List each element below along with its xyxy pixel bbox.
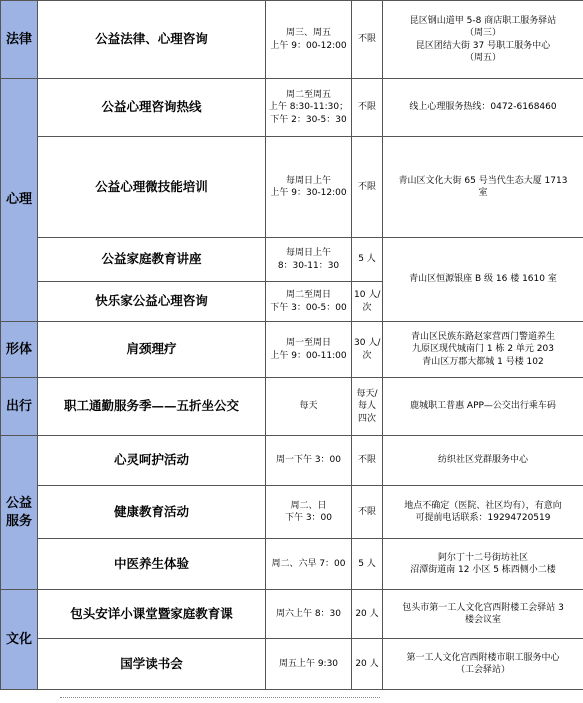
location-line: 阿尔丁十二号街坊社区 bbox=[385, 552, 581, 564]
quota-cell bbox=[352, 1, 383, 79]
location-line: 青山区恒源银座 B 级 16 楼 1610 室 bbox=[385, 273, 581, 285]
quota-line: 四次 bbox=[354, 413, 380, 425]
location-cell bbox=[383, 436, 583, 486]
location-cell bbox=[383, 486, 583, 539]
category-cell: 形体 bbox=[1, 322, 38, 378]
time-line: 周五上午 9:30 bbox=[268, 658, 349, 670]
time-cell bbox=[266, 79, 352, 137]
location-line: 九原区现代城南门 1 栋 2 单元 203 bbox=[385, 343, 581, 355]
activity-name: 公益心理微技能培训 bbox=[38, 137, 266, 238]
location-line: 沼潭街道南 12 小区 5 栋西侧小二楼 bbox=[385, 564, 581, 576]
time-line: 每周日上午 bbox=[268, 247, 349, 259]
location-line: 地点不确定（医院、社区均有），有意向 bbox=[385, 500, 581, 512]
location-cell bbox=[383, 539, 583, 590]
location-line: 青山区万郡大都城 1 号楼 102 bbox=[385, 356, 581, 368]
location-cell bbox=[383, 137, 583, 238]
quota-line: 每人 bbox=[354, 400, 380, 412]
location-line: （周五） bbox=[385, 52, 581, 64]
table-row bbox=[1, 79, 583, 137]
location-cell bbox=[383, 590, 583, 639]
location-line: 鹿城职工普惠 APP—公交出行乘车码 bbox=[385, 400, 581, 412]
time-line: 周六上午 8：30 bbox=[268, 608, 349, 620]
location-line: 第一工人文化宫西附楼市职工服务中心 bbox=[385, 652, 581, 664]
time-line: 上午 8:30-11:30； bbox=[268, 101, 349, 113]
category-cell: 出行 bbox=[1, 378, 38, 436]
table-row bbox=[1, 539, 583, 590]
activity-name: 包头安详小课堂暨家庭教育课 bbox=[38, 590, 266, 639]
page-bottom-edge bbox=[60, 697, 380, 703]
time-line: 下午 3：00 bbox=[268, 512, 349, 524]
time-cell bbox=[266, 590, 352, 639]
location-line: （工会驿站） bbox=[385, 664, 581, 676]
table-row bbox=[1, 238, 583, 282]
quota-line: 次 bbox=[354, 350, 380, 362]
location-line: 青山区民族东路赵家营西门警道养生 bbox=[385, 331, 581, 343]
quota-cell bbox=[352, 539, 383, 590]
table-row bbox=[1, 137, 583, 238]
time-cell bbox=[266, 322, 352, 378]
quota-line: 不限 bbox=[354, 506, 380, 518]
quota-line: 20 人 bbox=[354, 608, 380, 620]
activity-name: 中医养生体验 bbox=[38, 539, 266, 590]
table-row bbox=[1, 378, 583, 436]
activity-name: 肩颈理疗 bbox=[38, 322, 266, 378]
time-line: 8：30-11：30 bbox=[268, 260, 349, 272]
table-row bbox=[1, 639, 583, 690]
table-row bbox=[1, 436, 583, 486]
time-line: 下午 3：00-5：00 bbox=[268, 302, 349, 314]
location-line: 楼会议室 bbox=[385, 614, 581, 626]
activity-name: 健康教育活动 bbox=[38, 486, 266, 539]
table-row bbox=[1, 486, 583, 539]
activity-name: 公益家庭教育讲座 bbox=[38, 238, 266, 282]
location-line: 包头市第一工人文化宫西附楼工会驿站 3 bbox=[385, 602, 581, 614]
category-cell: 公益服务 bbox=[1, 436, 38, 590]
time-cell bbox=[266, 539, 352, 590]
time-line: 周二、日 bbox=[268, 500, 349, 512]
quota-cell bbox=[352, 79, 383, 137]
time-line: 周二、六早 7：00 bbox=[268, 558, 349, 570]
location-line: （周三） bbox=[385, 27, 581, 39]
quota-cell bbox=[352, 322, 383, 378]
location-cell bbox=[383, 639, 583, 690]
location-cell bbox=[383, 1, 583, 79]
quota-line: 不限 bbox=[354, 101, 380, 113]
time-line: 下午 2：30-5：30 bbox=[268, 114, 349, 126]
quota-line: 30 人/ bbox=[354, 337, 380, 349]
table-row bbox=[1, 590, 583, 639]
quota-line: 10 人/ bbox=[354, 289, 380, 301]
time-line: 每天 bbox=[268, 400, 349, 412]
activity-name: 职工通勤服务季——五折坐公交 bbox=[38, 378, 266, 436]
location-line: 昆区钢山道甲 5-8 商店职工服务驿站 bbox=[385, 15, 581, 27]
location-cell bbox=[383, 79, 583, 137]
time-cell bbox=[266, 1, 352, 79]
time-cell bbox=[266, 137, 352, 238]
location-cell bbox=[383, 378, 583, 436]
time-line: 上午 9：00-11:00 bbox=[268, 350, 349, 362]
quota-cell bbox=[352, 282, 383, 322]
location-line: 室 bbox=[385, 187, 581, 199]
quota-line: 次 bbox=[354, 302, 380, 314]
time-line: 上午 9：30-12:00 bbox=[268, 187, 349, 199]
time-cell bbox=[266, 486, 352, 539]
time-line: 周三、周五 bbox=[268, 27, 349, 39]
activity-name: 国学读书会 bbox=[38, 639, 266, 690]
time-cell bbox=[266, 639, 352, 690]
location-line: 昆区团结大街 37 号职工服务中心 bbox=[385, 40, 581, 52]
quota-cell bbox=[352, 378, 383, 436]
quota-cell bbox=[352, 590, 383, 639]
quota-line: 不限 bbox=[354, 454, 380, 466]
quota-line: 5 人 bbox=[354, 253, 380, 265]
time-line: 周二至周五 bbox=[268, 89, 349, 101]
table-row bbox=[1, 322, 583, 378]
activity-name: 心灵呵护活动 bbox=[38, 436, 266, 486]
location-line: 青山区文化大街 65 号当代生态大厦 1713 bbox=[385, 175, 581, 187]
time-line: 周一至周日 bbox=[268, 337, 349, 349]
location-line: 可提前电话联系：19294720519 bbox=[385, 512, 581, 524]
location-cell bbox=[383, 322, 583, 378]
location-line: 纺织社区党群服务中心 bbox=[385, 454, 581, 466]
quota-line: 不限 bbox=[354, 181, 380, 193]
quota-cell bbox=[352, 436, 383, 486]
activity-name: 公益心理咨询热线 bbox=[38, 79, 266, 137]
activity-name: 公益法律、心理咨询 bbox=[38, 1, 266, 79]
category-cell: 心理 bbox=[1, 79, 38, 322]
time-line: 周一下午 3：00 bbox=[268, 454, 349, 466]
category-cell: 法律 bbox=[1, 1, 38, 79]
category-cell: 文化 bbox=[1, 590, 38, 690]
time-cell bbox=[266, 282, 352, 322]
time-cell bbox=[266, 436, 352, 486]
quota-line: 20 人 bbox=[354, 658, 380, 670]
activity-name: 快乐家公益心理咨询 bbox=[38, 282, 266, 322]
quota-line: 不限 bbox=[354, 33, 380, 45]
quota-cell bbox=[352, 486, 383, 539]
quota-cell bbox=[352, 137, 383, 238]
location-line: 线上心理服务热线：0472-6168460 bbox=[385, 101, 581, 113]
quota-line: 每天/ bbox=[354, 388, 380, 400]
time-cell bbox=[266, 378, 352, 436]
time-cell bbox=[266, 238, 352, 282]
table-row bbox=[1, 1, 583, 79]
time-line: 上午 9：00-12:00 bbox=[268, 40, 349, 52]
time-line: 周二至周日 bbox=[268, 289, 349, 301]
time-line: 每周日上午 bbox=[268, 175, 349, 187]
quota-line: 5 人 bbox=[354, 558, 380, 570]
quota-cell bbox=[352, 238, 383, 282]
location-cell bbox=[383, 238, 583, 322]
quota-cell bbox=[352, 639, 383, 690]
